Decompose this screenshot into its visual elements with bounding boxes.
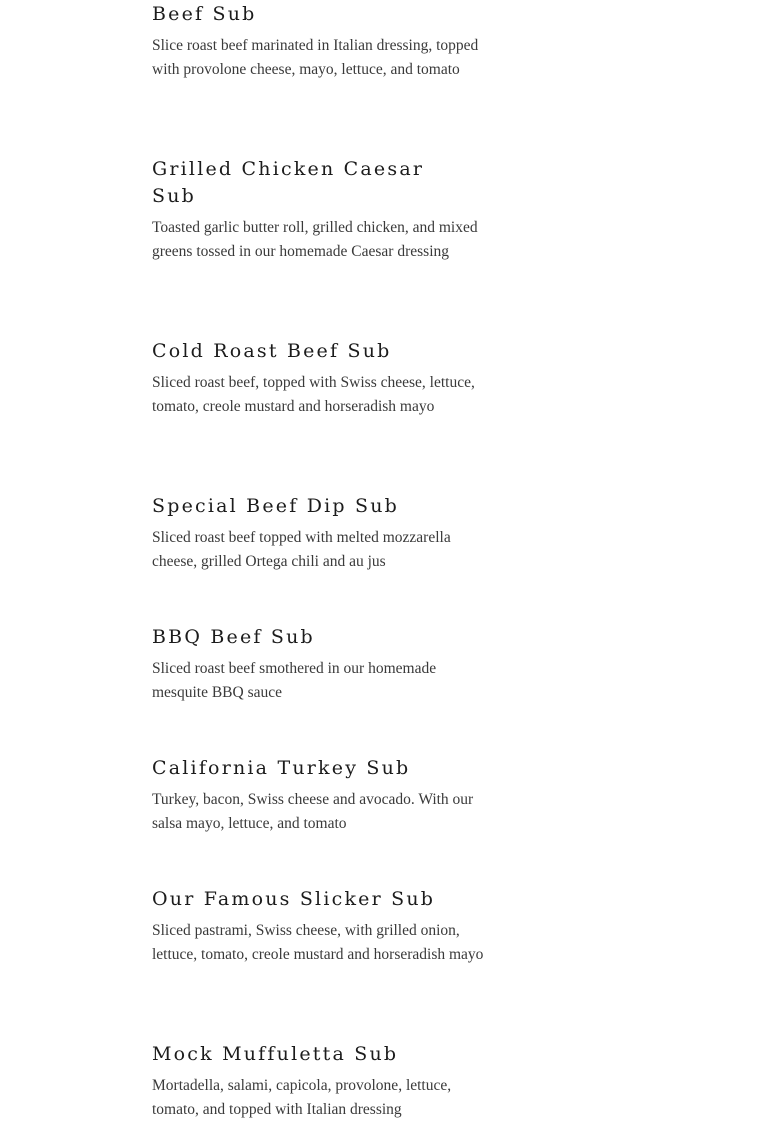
menu-item-our-famous-slicker-sub xyxy=(152,886,492,967)
menu-item-description: Sliced roast beef, topped with Swiss cheese, lettuce, tomato, creole mustard and horseradish mayo xyxy=(152,374,475,415)
menu-item-description: Sliced roast beef topped with melted mozzarella cheese, grilled Ortega chili and au jus xyxy=(152,529,451,570)
menu-item-title: Grilled Chicken Caesar Sub xyxy=(152,158,425,207)
menu-item-cold-roast-beef-sub xyxy=(152,338,492,419)
menu-item-grilled-chicken-caesar-sub xyxy=(152,156,492,264)
menu-item-description: Sliced roast beef smothered in our homemade mesquite BBQ sauce xyxy=(152,660,437,701)
menu-item-beef-sub xyxy=(152,1,492,82)
menu-item-description: Mortadella, salami, capicola, provolone, lettuce, tomato, and topped with Italian dressing xyxy=(152,1077,452,1118)
menu-item-mock-muffuletta-sub xyxy=(152,1041,492,1122)
menu-item-special-beef-dip-sub xyxy=(152,493,492,574)
menu-item-title: California Turkey Sub xyxy=(152,757,411,779)
menu-item-title: Special Beef Dip Sub xyxy=(152,495,400,517)
menu-item-description: Toasted garlic butter roll, grilled chicken, and mixed greens tossed in our homemade Caesar dressing xyxy=(152,219,478,260)
menu-item-bbq-beef-sub xyxy=(152,624,492,705)
menu-item-title: Beef Sub xyxy=(152,3,257,25)
menu-item-description: Turkey, bacon, Swiss cheese and avocado. With our salsa mayo, lettuce, and tomato xyxy=(152,791,474,832)
menu-item-california-turkey-sub xyxy=(152,755,492,836)
menu-item-title: Cold Roast Beef Sub xyxy=(152,340,392,362)
menu-item-title: Mock Muffuletta Sub xyxy=(152,1043,399,1065)
menu-item-title: Our Famous Slicker Sub xyxy=(152,888,436,910)
menu-item-description: Slice roast beef marinated in Italian dressing, topped with provolone cheese, mayo, lettuce, and tomato xyxy=(152,37,479,78)
menu-item-title: BBQ Beef Sub xyxy=(152,626,315,648)
menu-item-description: Sliced pastrami, Swiss cheese, with grilled onion, lettuce, tomato, creole mustard and horseradish mayo xyxy=(152,922,484,963)
